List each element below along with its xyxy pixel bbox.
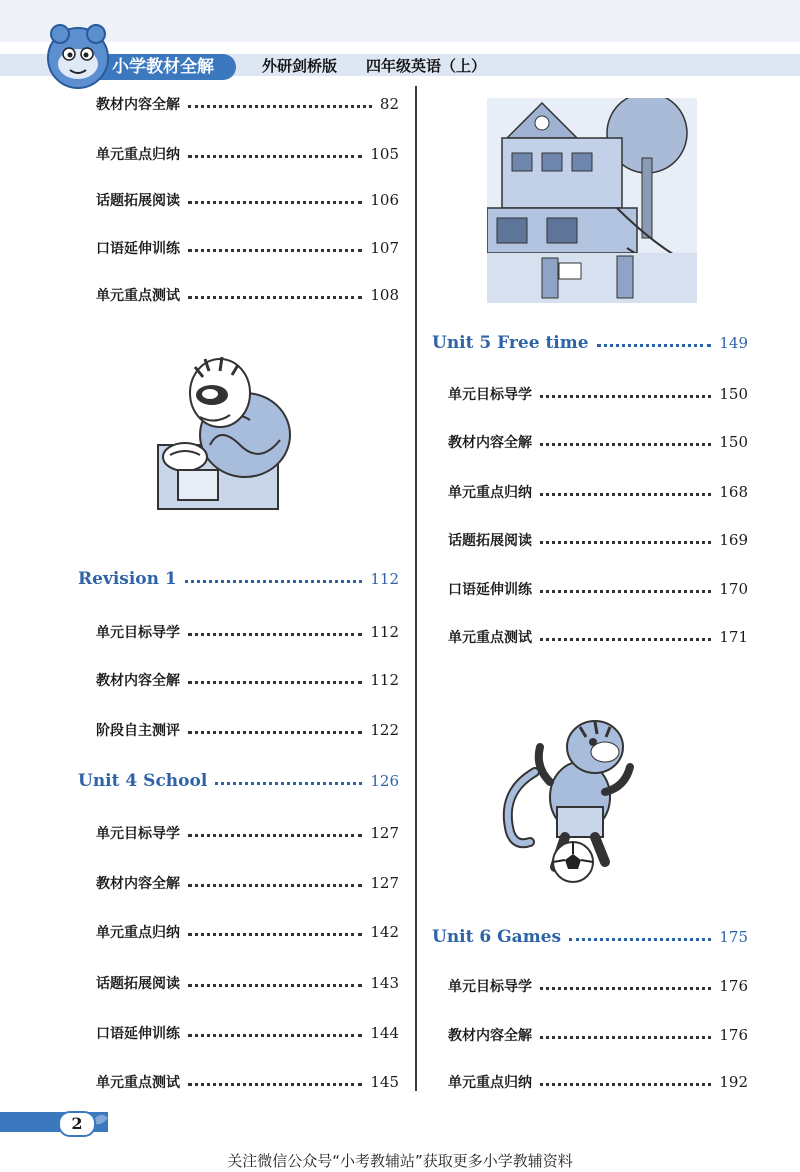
- leader-dots: [188, 633, 362, 636]
- leader-dots: [188, 1034, 362, 1037]
- leader-dots: [540, 590, 711, 593]
- toc-entry[interactable]: [96, 282, 399, 308]
- toc-entry[interactable]: [448, 973, 748, 999]
- leader-dots: [188, 984, 362, 987]
- toc-entry-page: 176: [719, 1026, 748, 1044]
- leader-dots: [188, 834, 362, 837]
- leader-dots: [540, 493, 711, 496]
- toc-entry-page: 168: [719, 483, 748, 501]
- column-divider: [415, 86, 417, 1091]
- toc-entry-label: 话题拓展阅读: [96, 193, 180, 209]
- toc-entry-label: 教材内容全解: [448, 435, 532, 451]
- leader-dots: [540, 987, 711, 990]
- toc-entry-label: 单元重点归纳: [96, 925, 180, 941]
- top-band: [0, 0, 800, 42]
- toc-entry[interactable]: [448, 1069, 748, 1095]
- toc-entry[interactable]: [448, 429, 748, 455]
- toc-entry-label: 单元目标导学: [448, 387, 532, 403]
- toc-entry-label: 口语延伸训练: [96, 241, 180, 257]
- leader-dots: [540, 443, 711, 446]
- toc-entry-label: 单元重点测试: [96, 288, 180, 304]
- toc-unit-heading[interactable]: [432, 924, 748, 950]
- toc-entry-label: 教材内容全解: [96, 97, 180, 113]
- series-title: 小学教材全解: [90, 54, 236, 80]
- toc-entry-label: 阶段自主测评: [96, 723, 180, 739]
- toc-entry[interactable]: [96, 919, 399, 945]
- toc-entry-label: 单元重点测试: [448, 630, 532, 646]
- toc-entry-label: 单元目标导学: [96, 826, 180, 842]
- toc-entry-label: 话题拓展阅读: [96, 976, 180, 992]
- unit-page: 126: [370, 772, 399, 790]
- toc-entry-page: 170: [719, 580, 748, 598]
- toc-entry-page: 112: [370, 623, 399, 641]
- unit-page: 112: [370, 570, 399, 588]
- leader-dots: [188, 1083, 362, 1086]
- leader-dots: [540, 541, 711, 544]
- grade-label: 四年级英语（上）: [366, 57, 487, 75]
- toc-entry-page: 107: [370, 239, 399, 257]
- leader-dots: [188, 296, 362, 299]
- toc-entry[interactable]: [96, 1069, 399, 1095]
- toc-entry-page: 171: [719, 628, 748, 646]
- unit-page: 149: [719, 334, 748, 352]
- toc-unit-heading[interactable]: [78, 768, 399, 794]
- leader-dots: [188, 155, 362, 158]
- leader-dots: [540, 1083, 711, 1086]
- page-number: 2: [58, 1111, 96, 1137]
- toc-entry-page: 108: [370, 286, 399, 304]
- leader-dots: [540, 395, 711, 398]
- toc-entry-page: 150: [719, 433, 748, 451]
- toc-entry[interactable]: [448, 624, 748, 650]
- toc-entry[interactable]: [96, 141, 399, 167]
- toc-entry-label: 单元目标导学: [448, 979, 532, 995]
- toc-unit-heading[interactable]: [78, 566, 399, 592]
- toc-entry[interactable]: [96, 717, 399, 743]
- toc-entry[interactable]: [448, 479, 748, 505]
- toc-entry-label: 单元重点归纳: [448, 1075, 532, 1091]
- leader-dots: [188, 249, 362, 252]
- edition-label: 外研剑桥版: [262, 57, 338, 75]
- toc-entry-label: 教材内容全解: [96, 673, 180, 689]
- toc-entry-label: 教材内容全解: [448, 1028, 532, 1044]
- leader-dots: [188, 105, 372, 108]
- toc-entry[interactable]: [96, 91, 399, 117]
- unit-title: Unit 6 Games: [432, 927, 562, 947]
- toc-entry-page: 127: [370, 874, 399, 892]
- leader-dots: [188, 933, 362, 936]
- unit-title: Unit 4 School: [78, 771, 208, 791]
- toc-entry[interactable]: [96, 619, 399, 645]
- toc-entry-page: 127: [370, 824, 399, 842]
- toc-entry-label: 话题拓展阅读: [448, 533, 532, 549]
- toc-entry[interactable]: [96, 970, 399, 996]
- toc-entry[interactable]: [96, 667, 399, 693]
- leader-dots: [185, 580, 363, 583]
- toc-entry-page: 169: [719, 531, 748, 549]
- toc-entry-label: 单元目标导学: [96, 625, 180, 641]
- unit-title: Revision 1: [78, 569, 177, 589]
- toc-entry[interactable]: [448, 527, 748, 553]
- toc-entry[interactable]: [96, 870, 399, 896]
- leader-dots: [188, 731, 362, 734]
- toc-entry-page: 144: [370, 1024, 399, 1042]
- toc-entry[interactable]: [448, 381, 748, 407]
- toc-entry-page: 192: [719, 1073, 748, 1091]
- unit-title: Unit 5 Free time: [432, 333, 589, 353]
- footer-notice: 关注微信公众号“小考教辅站”获取更多小学教辅资料: [227, 1152, 573, 1170]
- toc-entry[interactable]: [96, 235, 399, 261]
- toc-entry-label: 单元重点归纳: [96, 147, 180, 163]
- leader-dots: [188, 681, 362, 684]
- leader-dots: [188, 201, 362, 204]
- toc-entry-page: 106: [370, 191, 399, 209]
- toc-entry[interactable]: [448, 576, 748, 602]
- toc-entry[interactable]: [96, 187, 399, 213]
- leader-dots: [540, 1036, 711, 1039]
- toc-entry-page: 112: [370, 671, 399, 689]
- toc-entry-page: 122: [370, 721, 399, 739]
- tiger-soccer-illustration: [495, 712, 655, 887]
- toc-entry[interactable]: [96, 820, 399, 846]
- mascot-logo-icon: [38, 18, 118, 98]
- toc-entry[interactable]: [448, 1022, 748, 1048]
- toc-unit-heading[interactable]: [432, 330, 748, 356]
- tiger-at-desk-illustration: [150, 345, 300, 515]
- toc-entry[interactable]: [96, 1020, 399, 1046]
- toc-entry-page: 82: [379, 95, 399, 113]
- leader-dots: [569, 938, 711, 941]
- toc-entry-page: 105: [370, 145, 399, 163]
- school-illustration: [487, 98, 697, 303]
- toc-entry-page: 150: [719, 385, 748, 403]
- toc-entry-page: 176: [719, 977, 748, 995]
- leader-dots: [540, 638, 711, 641]
- toc-entry-label: 口语延伸训练: [448, 582, 532, 598]
- leader-dots: [215, 782, 362, 785]
- unit-page: 175: [719, 928, 748, 946]
- toc-entry-label: 口语延伸训练: [96, 1026, 180, 1042]
- toc-entry-label: 单元重点测试: [96, 1075, 180, 1091]
- leader-dots: [188, 884, 362, 887]
- toc-entry-label: 单元重点归纳: [448, 485, 532, 501]
- toc-entry-label: 教材内容全解: [96, 876, 180, 892]
- leader-dots: [597, 344, 712, 347]
- toc-entry-page: 145: [370, 1073, 399, 1091]
- toc-entry-page: 143: [370, 974, 399, 992]
- toc-entry-page: 142: [370, 923, 399, 941]
